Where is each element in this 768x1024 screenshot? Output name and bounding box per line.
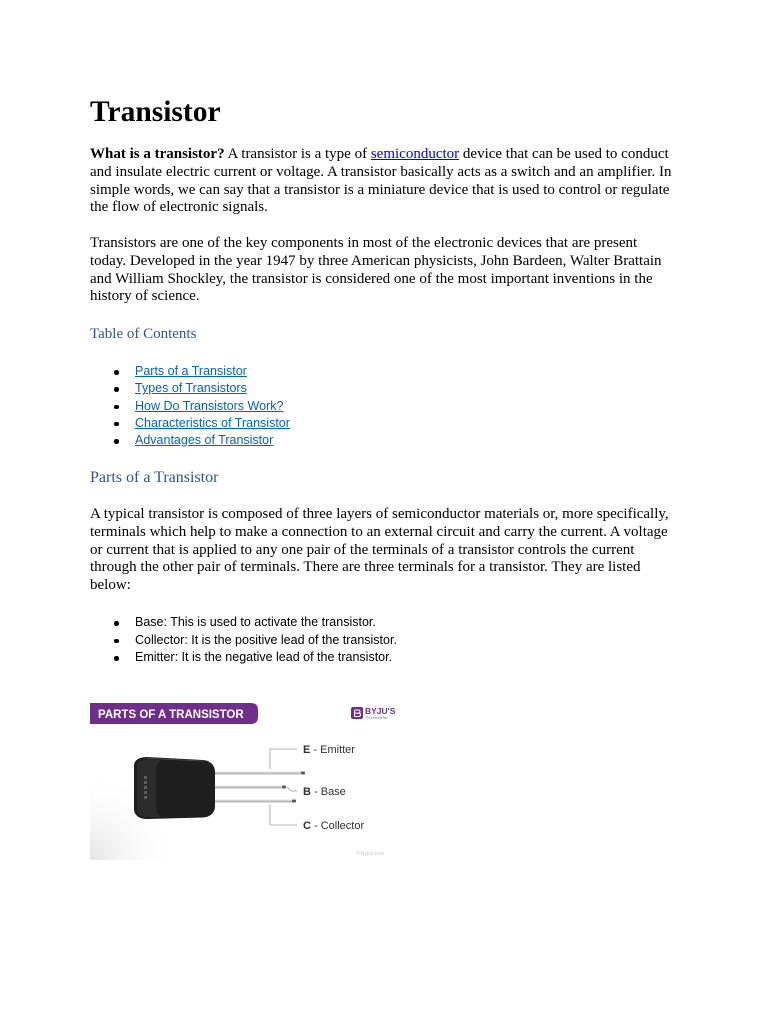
list-item (0, 632, 768, 650)
emitter-label (303, 744, 355, 756)
history-line-4: history of science. (90, 288, 200, 305)
history-line-2: today. Developed in the year 1947 by three American physicists, John Bardeen, Walter Brattain (90, 252, 662, 269)
history-paragraph (90, 235, 662, 306)
collector-lead (208, 800, 296, 803)
toc-item (0, 380, 768, 397)
intro-line-1 (90, 146, 671, 164)
toc-link-types-of-transistors[interactable]: Types of Transistors (135, 381, 247, 396)
table-of-contents (0, 363, 768, 449)
emitter-lead (208, 772, 305, 775)
base-label-name: - Base (310, 786, 346, 798)
figure-banner-title: PARTS OF A TRANSISTOR (98, 709, 244, 721)
intro-line-2: and insulate electric current or voltage. A transistor basically acts as a switch and an amplifier. In (90, 163, 672, 180)
intro-paragraph (90, 146, 671, 217)
byjus-logo-tagline: The Learning App (365, 715, 388, 720)
toc-item (0, 363, 768, 380)
toc-item (0, 415, 768, 432)
bullet-icon (114, 621, 119, 626)
parts-line-5: below: (90, 577, 131, 593)
page-title: Transistor (90, 96, 221, 128)
history-line-1: Transistors are one of the key components in most of the electronic devices that are present (90, 235, 638, 251)
history-line-3: and William Shockley, the transistor is considered one of the most important inventions in the (90, 270, 653, 287)
bullet-icon (114, 422, 119, 427)
collector-label-name: - Collector (310, 820, 365, 832)
toc-item (0, 432, 768, 449)
emitter-label-name: - Emitter (310, 744, 355, 756)
intro-line-3: simple words, we can say that a transistor is a miniature device that is used to control or regulate (90, 181, 670, 198)
parts-line-4: through the other pair of terminals. There are three terminals for a transistor. They are listed (90, 559, 641, 576)
parts-line-2: terminals which help to make a connection to an external circuit and carry the current. A voltage (90, 523, 668, 540)
byjus-logo-wordmark: BYJU'S (365, 706, 396, 716)
intro-text-rest: device that can be used to conduct (459, 146, 669, 162)
parts-line-3: or current that is applied to any one pair of the terminals of a transistor controls the current (90, 541, 635, 558)
base-lead (208, 786, 286, 789)
toc-link-how-do-transistors-work[interactable]: How Do Transistors Work? (135, 398, 284, 413)
figure-credit: © Byjus.com (356, 851, 385, 857)
terminal-collector: Collector: It is the positive lead of the transistor. (135, 632, 397, 647)
toc-item (0, 398, 768, 415)
bullet-icon (114, 387, 119, 392)
bullet-icon (114, 370, 119, 375)
toc-heading: Table of Contents (90, 326, 197, 342)
bullet-icon (114, 639, 119, 644)
emitter-label-letter: E (303, 744, 311, 756)
figure-banner (90, 703, 258, 724)
toc-link-parts-of-a-transistor[interactable]: Parts of a Transistor (135, 364, 247, 378)
intro-text: A transistor is a type of (224, 146, 371, 162)
terminal-base: Base: This is used to activate the transistor. (135, 615, 376, 629)
base-label-letter: B (303, 786, 311, 798)
parts-line-1: A typical transistor is composed of three layers of semiconductor materials or, more specifically, (90, 506, 669, 522)
terminal-list (0, 614, 768, 667)
bullet-icon (114, 656, 119, 661)
parts-of-transistor-figure (90, 700, 400, 860)
bullet-icon (114, 439, 119, 444)
list-item (0, 614, 768, 632)
parts-heading: Parts of a Transistor (90, 468, 219, 486)
semiconductor-link[interactable]: semiconductor (370, 146, 460, 162)
list-item (0, 649, 768, 667)
intro-line-4: the flow of electronic signals. (90, 199, 268, 216)
bullet-icon (114, 405, 119, 410)
toc-link-advantages-of-transistor[interactable]: Advantages of Transistor (135, 433, 274, 447)
terminal-emitter: Emitter: It is the negative lead of the transistor. (135, 650, 393, 664)
toc-link-characteristics-of-transistor[interactable]: Characteristics of Transistor (135, 415, 290, 430)
collector-label-letter: C (303, 820, 311, 832)
base-label (303, 786, 346, 798)
intro-question: What is a transistor? (90, 146, 225, 162)
parts-paragraph (90, 506, 669, 595)
collector-label (303, 820, 364, 832)
